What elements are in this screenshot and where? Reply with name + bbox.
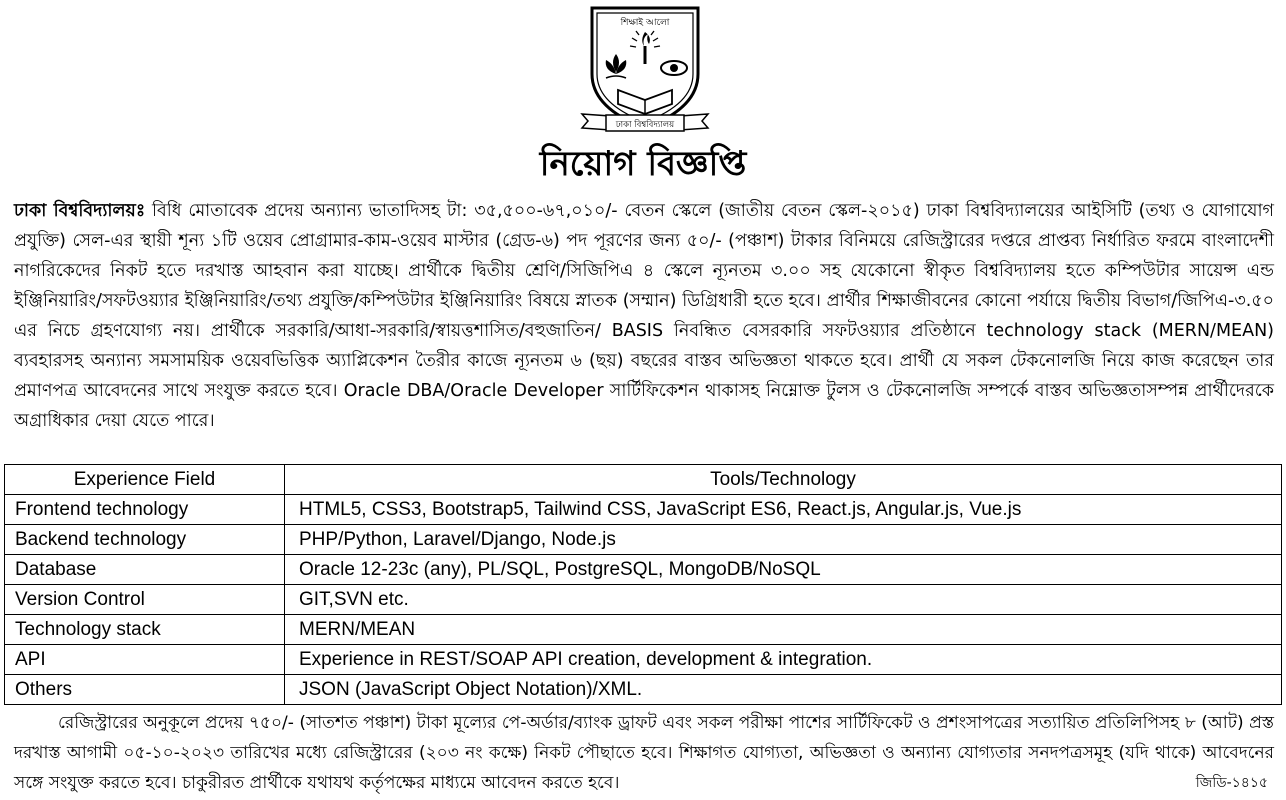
table-row [5, 585, 1282, 615]
row-tools: HTML5, CSS3, Bootstrap5, Tailwind CSS, JavaScript ES6, React.js, Angular.js, Vue.js [285, 495, 1282, 525]
row-tools: Experience in REST/SOAP API creation, development & integration. [285, 645, 1282, 675]
dhaka-university-crest-icon [570, 4, 720, 138]
row-field: Technology stack [5, 615, 285, 645]
row-field: Database [5, 555, 285, 585]
crest-motto: শিক্ষাই আলো [620, 18, 670, 28]
table-row [5, 615, 1282, 645]
table-row [5, 555, 1282, 585]
row-field: Others [5, 675, 285, 705]
memo-number: জিডি-১৪১৫ [1195, 775, 1268, 791]
table-row [5, 495, 1282, 525]
intro-body: বিধি মোতাবেক প্রদেয় অন্যান্য ভাতাদিসহ টা: ৩৫,৫০০-৬৭,০১০/- বেতন স্কেলে (জাতীয় বেতন স্কেল-২০১৫) ঢাকা বিশ্ববিদ্যালয়ের আইসিটি (তথ্য ও যোগাযোগ প্রযুক্তি) সেল-এর স্থায়ী শূন্য ১টি ওয়েব প্রোগ্রামার-কাম-ওয়েব মাস্টার (গ্রেড-৬) পদ পূরণের জন্য ৫০/- (পঞ্চাশ) টাকার বিনিময়ে রেজিস্ট্রারের দপ্তরে প্রাপ্তব্য নির্ধারিত ফরমে বাংলাদেশী নাগরিকেদের নিকট হতে দরখাস্ত আহবান করা যাচ্ছে। প্রার্থীকে দ্বিতীয় শ্রেণি/সিজিপিএ ৪ স্কেলে ন্যূনতম ৩.০০ সহ যেকোনো স্বীকৃত বিশ্ববিদ্যালয় হতে কম্পিউটার সায়েন্স এন্ড ইঞ্জিনিয়ারিং/সফটওয়্যার ইঞ্জিনিয়ারিং/তথ্য প্রযুক্তি/কম্পিউটার ইঞ্জিনিয়ারিং বিষয়ে স্নাতক (সম্মান) ডিগ্রিধারী হতে হবে। প্রার্থীর শিক্ষাজীবনের কোনো পর্যায়ে দ্বিতীয় বিভাগ/জিপিএ-৩.৫০ এর নিচে গ্রহণযোগ্য নয়। প্রার্থীকে সরকারি/আধা-সরকারি/স্বায়ত্তশাসিত/বহুজাতিন/ BASIS নিবন্ধিত বেসরকারি সফটওয়্যার প্রতিষ্ঠানে technology stack (MERN/MEAN) ব্যবহারসহ অন্যান্য সমসাময়িক ওয়েবভিত্তিক অ্যাপ্লিকেশন তৈরীর কাজে ন্যূনতম ৬ (ছয়) বছরের বাস্তব অভিজ্ঞতা থাকতে হবে। প্রার্থী যে সকল টেকনোলজি নিয়ে কাজ করেছেন তার প্রমাণপত্র আবেদনের সাথে সংযুক্ত করতে হবে। Oracle DBA/Oracle Developer সার্টিফিকেশন থাকাসহ নিম্নোক্ত টুলস ও টেকনোলজি সম্পর্কে বাস্তব অভিজ্ঞতাসম্পন্ন প্রার্থীদেরকে অগ্রাধিকার দেয়া যেতে পারে। [14, 201, 1274, 431]
row-field: Frontend technology [5, 495, 285, 525]
row-field: API [5, 645, 285, 675]
row-tools: JSON (JavaScript Object Notation)/XML. [285, 675, 1282, 705]
crest-banner-text: ঢাকা বিশ্ববিদ্যালয় [615, 120, 675, 130]
experience-table [4, 464, 1282, 705]
table-row [5, 675, 1282, 705]
intro-lead: ঢাকা বিশ্ববিদ্যালয়ঃ [14, 201, 146, 221]
row-tools: MERN/MEAN [285, 615, 1282, 645]
row-tools: Oracle 12-23c (any), PL/SQL, PostgreSQL, MongoDB/NoSQL [285, 555, 1282, 585]
row-tools: GIT,SVN etc. [285, 585, 1282, 615]
table-header-row [5, 465, 1282, 495]
row-tools: PHP/Python, Laravel/Django, Node.js [285, 525, 1282, 555]
intro-paragraph [14, 196, 1274, 436]
row-field: Backend technology [5, 525, 285, 555]
footer-paragraph: রেজিস্ট্রারের অনুকূলে প্রদেয় ৭৫০/- (সাতশত পঞ্চাশ) টাকা মূল্যের পে-অর্ডার/ব্যাংক ড্রাফট এবং সকল পরীক্ষা পাশের সার্টিফিকেট ও প্রশংসাপত্রের সত্যায়িত প্রতিলিপিসহ ৮ (আট) প্রস্ত দরখাস্ত আগামী ০৫-১০-২০২৩ তারিখের মধ্যে রেজিস্ট্রারের (২০৩ নং কক্ষে) নিকট পৌছাতে হবে। শিক্ষাগত যোগ্যতা, অভিজ্ঞতা ও অন্যান্য যোগ্যতার সনদপত্রসমূহ (যদি থাকে) আবেদনের সঙ্গে সংযুক্ত করতে হবে। চাকুরীরত প্রার্থীকে যথাযথ কর্তৃপক্ষের মাধ্যমে আবেদন করতে হবে। [14, 713, 1274, 793]
header-experience-field: Experience Field [5, 465, 285, 495]
row-field: Version Control [5, 585, 285, 615]
table-row [5, 645, 1282, 675]
table-row [5, 525, 1282, 555]
page-title: নিয়োগ বিজ্ঞপ্তি [539, 144, 747, 184]
header-tools-technology: Tools/Technology [285, 465, 1282, 495]
